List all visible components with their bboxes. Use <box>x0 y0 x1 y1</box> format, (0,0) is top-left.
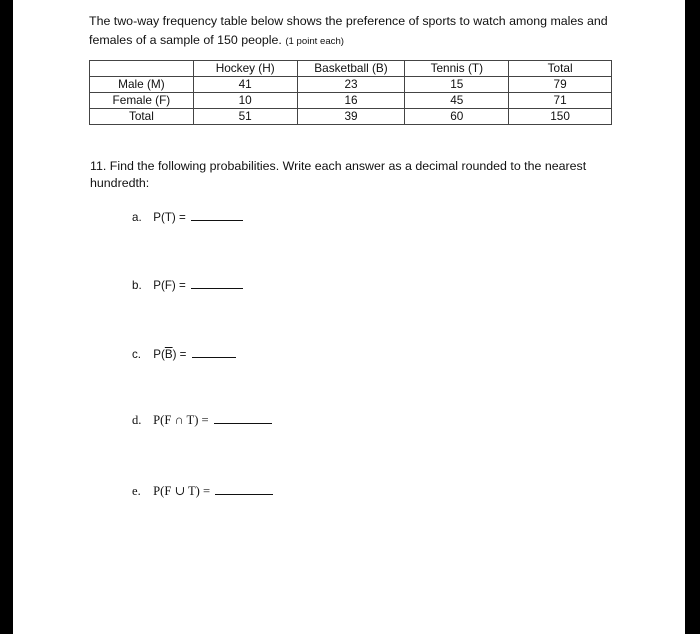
item-b <box>132 277 243 292</box>
answer-blank-e[interactable] <box>215 483 273 495</box>
right-black-border <box>685 0 700 634</box>
table-row <box>90 77 612 93</box>
question-text: Find the following probabilities. Write each answer as a decimal rounded to the nearest hundredth: <box>90 159 587 190</box>
table-cell: 15 <box>405 77 509 93</box>
intro-text: The two-way frequency table below shows the preference of sports to watch among males and females of a sample of 150 people. <box>89 14 608 47</box>
table-header-cell <box>90 61 194 77</box>
table-cell: 60 <box>405 109 509 125</box>
item-expression: P(F ∩ T) = <box>153 413 209 427</box>
points-note: (1 point each) <box>285 36 344 47</box>
table-cell: 39 <box>297 109 405 125</box>
table-cell: 71 <box>509 93 612 109</box>
table-cell: 41 <box>193 77 297 93</box>
table-cell: 45 <box>405 93 509 109</box>
item-expression-open: P( <box>153 348 165 361</box>
row-label: Female (F) <box>90 93 194 109</box>
table-cell: 51 <box>193 109 297 125</box>
table-header-cell: Tennis (T) <box>405 61 509 77</box>
item-expression-close: ) = <box>172 348 187 361</box>
row-label: Total <box>90 109 194 125</box>
item-label: d. <box>132 413 142 427</box>
answer-blank-b[interactable] <box>191 277 243 289</box>
table-cell: 79 <box>509 77 612 93</box>
item-c <box>132 346 236 361</box>
item-expression-complement: $\overline{B}$ <box>164 348 173 361</box>
table-cell: 23 <box>297 77 405 93</box>
table-header-cell: Hockey (H) <box>193 61 297 77</box>
item-label: c. <box>132 348 142 361</box>
item-d <box>132 412 272 428</box>
table-header-row <box>90 61 612 77</box>
item-expression: P(F ∪ T) = <box>153 484 211 498</box>
left-black-border <box>0 0 13 634</box>
table-header-cell: Basketball (B) <box>297 61 405 77</box>
row-label: Male (M) <box>90 77 194 93</box>
table-row <box>90 109 612 125</box>
answer-blank-c[interactable] <box>192 346 236 358</box>
answer-blank-d[interactable] <box>214 412 272 424</box>
worksheet-page <box>13 0 685 634</box>
frequency-table <box>89 60 612 125</box>
table-header-cell: Total <box>509 61 612 77</box>
table-cell: 16 <box>297 93 405 109</box>
item-a <box>132 209 243 224</box>
table-row <box>90 93 612 109</box>
question-number: 11. <box>90 159 107 173</box>
table-cell: 10 <box>193 93 297 109</box>
item-expression: P(F) = <box>153 279 186 292</box>
item-label: a. <box>132 211 142 224</box>
table-cell: 150 <box>509 109 612 125</box>
item-e <box>132 483 273 499</box>
item-label: e. <box>132 484 141 498</box>
item-expression: P(T) = <box>153 211 186 224</box>
item-label: b. <box>132 279 142 292</box>
intro-paragraph <box>89 12 629 51</box>
question-11 <box>90 158 630 192</box>
answer-blank-a[interactable] <box>191 209 243 221</box>
